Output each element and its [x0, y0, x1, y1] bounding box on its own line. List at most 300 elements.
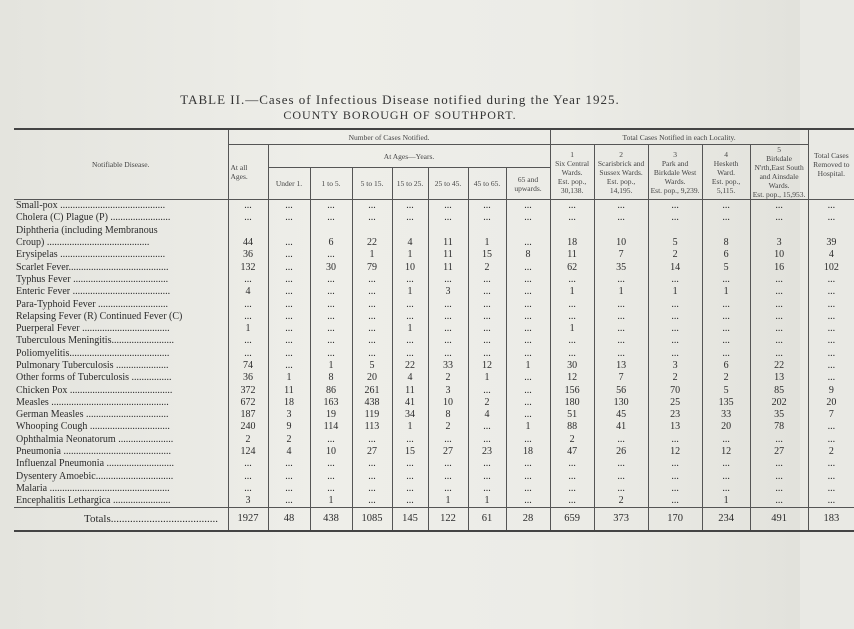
table-row	[14, 335, 854, 347]
table-cell: ...	[702, 348, 750, 360]
table-cell: 3	[428, 384, 468, 396]
header-age-under-1: Under 1.	[268, 168, 310, 200]
table-cell: 11	[428, 261, 468, 273]
header-notifiable-disease: Notifiable Disease.	[14, 129, 228, 200]
table-cell: 33	[428, 360, 468, 372]
table-cell: ...	[594, 200, 648, 213]
table-cell: 4	[228, 286, 268, 298]
table-cell: ...	[506, 483, 550, 495]
table-cell: ...	[352, 274, 392, 286]
table-cell: ...	[750, 200, 808, 213]
table-cell: ...	[594, 471, 648, 483]
table-cell: 10	[428, 397, 468, 409]
table-cell: ...	[702, 335, 750, 347]
totals-cell: 61	[468, 508, 506, 532]
table-cell: 130	[594, 397, 648, 409]
table-cell: ...	[352, 200, 392, 213]
table-cell: ...	[392, 200, 428, 213]
disease-name: Para-Typhoid Fever ............................	[16, 298, 169, 310]
table-cell: ...	[648, 335, 702, 347]
table-cell: 1	[310, 360, 352, 372]
table-cell	[468, 225, 506, 237]
table-cell: 23	[648, 409, 702, 421]
header-all-ages: At all Ages.	[228, 145, 268, 200]
disease-name: Encephalitis Lethargica .......................	[16, 495, 171, 507]
table-cell: 2	[550, 434, 594, 446]
disease-name: Relapsing Fever (R) Continued Fever (C)	[16, 310, 183, 322]
table-cell: 11	[268, 384, 310, 396]
disease-name: Chicken Pox .........................................	[16, 384, 173, 396]
table-cell: 3	[648, 360, 702, 372]
table-cell: ...	[268, 471, 310, 483]
table-cell: 22	[750, 360, 808, 372]
table-body	[14, 200, 854, 532]
table-cell: 15	[468, 249, 506, 261]
table-cell: ...	[392, 495, 428, 508]
table-cell: 114	[310, 421, 352, 433]
table-row	[14, 274, 854, 286]
table-cell: ...	[228, 212, 268, 224]
table-cell: ...	[506, 471, 550, 483]
table-cell: ...	[468, 458, 506, 470]
totals-cell: 183	[808, 508, 854, 532]
table-cell: ...	[750, 458, 808, 470]
table-cell: 9	[808, 384, 854, 396]
disease-name: Dysentery Amoebic...............................	[16, 470, 174, 482]
table-cell: 3	[268, 409, 310, 421]
table-cell: ...	[506, 237, 550, 249]
table-cell: 10	[392, 261, 428, 273]
totals-cell: 145	[392, 508, 428, 532]
table-cell: 438	[352, 397, 392, 409]
table-cell: 4	[468, 409, 506, 421]
table-cell: ...	[750, 335, 808, 347]
header-age-45-65: 45 to 65.	[468, 168, 506, 200]
locality-3-number: 3	[673, 149, 677, 159]
table-cell: 15	[392, 446, 428, 458]
table-cell: 18	[506, 446, 550, 458]
table-cell: ...	[648, 274, 702, 286]
table-row	[14, 397, 854, 409]
header-age-15-25: 15 to 25.	[392, 168, 428, 200]
table-cell: 12	[468, 360, 506, 372]
table-cell: ...	[268, 298, 310, 310]
table-cell: 41	[392, 397, 428, 409]
table-cell: 18	[550, 237, 594, 249]
header-locality-2	[594, 145, 648, 200]
table-cell: ...	[310, 335, 352, 347]
table-cell: 35	[594, 261, 648, 273]
locality-5-name: Birkdale N'rth,East South and Ainsdale Wards.	[754, 154, 804, 190]
table-cell	[808, 225, 854, 237]
table-cell: ...	[268, 237, 310, 249]
table-cell: 23	[468, 446, 506, 458]
table-row	[14, 458, 854, 470]
table-cell	[702, 225, 750, 237]
table-cell: ...	[392, 458, 428, 470]
table-cell: ...	[702, 434, 750, 446]
table-cell: ...	[506, 348, 550, 360]
table-cell: ...	[268, 311, 310, 323]
table-cell: ...	[228, 335, 268, 347]
table-cell: ...	[550, 212, 594, 224]
table-cell: ...	[428, 323, 468, 335]
table-cell: 2	[808, 446, 854, 458]
table-cell: ...	[468, 471, 506, 483]
header-locality-5	[750, 145, 808, 200]
table-cell: ...	[750, 212, 808, 224]
table-cell: 3	[428, 286, 468, 298]
disease-name: Puerperal Fever ...................................	[16, 323, 170, 335]
disease-name: Other forms of Tuberculosis ................	[16, 372, 172, 384]
table-cell: 30	[550, 360, 594, 372]
table-cell: ...	[392, 471, 428, 483]
table-cell: 16	[750, 261, 808, 273]
table-cell: ...	[750, 483, 808, 495]
table-row	[14, 372, 854, 384]
table-cell: 4	[392, 372, 428, 384]
table-row	[14, 446, 854, 458]
table-cell: 13	[648, 421, 702, 433]
table-cell: ...	[268, 249, 310, 261]
table-row	[14, 212, 854, 224]
table-cell: 20	[352, 372, 392, 384]
table-cell: 8	[702, 237, 750, 249]
table-row	[14, 286, 854, 298]
table-cell: ...	[268, 348, 310, 360]
locality-3-name: Park and Birkdale West Wards.	[653, 158, 697, 186]
header-age-5-15: 5 to 15.	[352, 168, 392, 200]
table-cell	[506, 225, 550, 237]
table-cell: 240	[228, 421, 268, 433]
table-cell: ...	[808, 372, 854, 384]
table-cell: 25	[648, 397, 702, 409]
table-cell: ...	[550, 298, 594, 310]
table-cell: ...	[702, 483, 750, 495]
table-cell: 1	[392, 286, 428, 298]
table-cell: ...	[506, 434, 550, 446]
table-cell: ...	[506, 495, 550, 508]
table-cell: ...	[352, 434, 392, 446]
table-cell: 180	[550, 397, 594, 409]
totals-label: Totals.......................................	[14, 508, 228, 532]
table-cell	[648, 225, 702, 237]
table-cell: 9	[268, 421, 310, 433]
table-cell: ...	[506, 372, 550, 384]
table-cell: ...	[808, 286, 854, 298]
table-cell: ...	[648, 212, 702, 224]
table-cell: ...	[648, 458, 702, 470]
table-cell: ...	[750, 286, 808, 298]
table-cell: ...	[428, 335, 468, 347]
table-cell: 372	[228, 384, 268, 396]
table-cell: 2	[428, 421, 468, 433]
table-cell: ...	[352, 286, 392, 298]
disease-name: Poliomyelitis........................................	[16, 347, 170, 359]
table-cell: ...	[702, 311, 750, 323]
table-cell: 56	[594, 384, 648, 396]
table-cell: 78	[750, 421, 808, 433]
table-cell: 6	[702, 249, 750, 261]
table-cell: ...	[228, 311, 268, 323]
table-cell: 1	[392, 249, 428, 261]
table-cell: ...	[506, 274, 550, 286]
table-cell: 261	[352, 384, 392, 396]
table-cell	[750, 225, 808, 237]
table-cell: 7	[594, 249, 648, 261]
table-cell: 12	[550, 372, 594, 384]
table-cell: 1	[648, 286, 702, 298]
totals-cell: 1927	[228, 508, 268, 532]
disease-name: Croup) .........................................	[16, 237, 150, 249]
table-cell: ...	[468, 274, 506, 286]
table-cell: 86	[310, 384, 352, 396]
table-cell: 62	[550, 261, 594, 273]
table-cell: ...	[550, 458, 594, 470]
table-cell: ...	[228, 471, 268, 483]
table-cell: ...	[352, 495, 392, 508]
table-cell: 124	[228, 446, 268, 458]
table-cell: ...	[648, 495, 702, 508]
table-cell: ...	[352, 483, 392, 495]
table-row	[14, 311, 854, 323]
table-cell: ...	[310, 249, 352, 261]
table-cell: 47	[550, 446, 594, 458]
totals-cell: 28	[506, 508, 550, 532]
disease-name: Diphtheria (including Membranous	[16, 224, 158, 236]
locality-2-name: Scarisbrick and Sussex Wards.	[597, 158, 645, 177]
table-cell: ...	[228, 458, 268, 470]
disease-name: Cholera (C) Plague (P) ........................	[16, 212, 171, 224]
table-cell: 45	[594, 409, 648, 421]
table-cell: ...	[352, 212, 392, 224]
table-cell: 27	[428, 446, 468, 458]
disease-name: Pulmonary Tuberculosis .....................	[16, 360, 169, 371]
totals-row	[14, 508, 854, 532]
table-cell: 20	[808, 397, 854, 409]
table-cell: 1	[392, 421, 428, 433]
header-ages-years: At Ages—Years.	[268, 145, 550, 168]
locality-3-pop: Est. pop., 9,239.	[650, 185, 700, 195]
table-cell: 2	[268, 434, 310, 446]
table-cell: ...	[428, 212, 468, 224]
totals-cell: 170	[648, 508, 702, 532]
table-cell: 1	[228, 323, 268, 335]
locality-1-name: Six Central Wards.	[555, 158, 590, 177]
header-locality-3	[648, 145, 702, 200]
totals-cell: 122	[428, 508, 468, 532]
header-age-1-5: 1 to 5.	[310, 168, 352, 200]
table-cell: ...	[550, 335, 594, 347]
table-cell: 1	[594, 286, 648, 298]
header-locality-4	[702, 145, 750, 200]
table-cell: ...	[392, 212, 428, 224]
table-row	[14, 421, 854, 433]
table-cell	[268, 225, 310, 237]
table-cell: ...	[808, 298, 854, 310]
table-cell: ...	[550, 483, 594, 495]
totals-cell: 48	[268, 508, 310, 532]
table-cell: 10	[594, 237, 648, 249]
table-cell: ...	[310, 298, 352, 310]
disease-name: Enteric Fever .......................................	[16, 286, 171, 298]
table-cell: 187	[228, 409, 268, 421]
table-row	[14, 471, 854, 483]
table-cell: ...	[392, 348, 428, 360]
table-cell: 1	[392, 323, 428, 335]
table-cell: 41	[594, 421, 648, 433]
table-row	[14, 261, 854, 273]
table-cell: 2	[702, 372, 750, 384]
table-cell: 44	[228, 237, 268, 249]
table-cell: ...	[468, 323, 506, 335]
table-cell: ...	[594, 298, 648, 310]
table-cell: 36	[228, 249, 268, 261]
table-cell: ...	[268, 200, 310, 213]
table-cell: 11	[428, 237, 468, 249]
table-cell: 14	[648, 261, 702, 273]
table-cell: ...	[428, 274, 468, 286]
table-cell: 1	[468, 372, 506, 384]
table-cell: ...	[428, 298, 468, 310]
table-cell: 163	[310, 397, 352, 409]
disease-name: Tuberculous Meningitis.........................	[16, 335, 174, 347]
table-row	[14, 483, 854, 495]
table-cell: ...	[468, 298, 506, 310]
table-row	[14, 360, 854, 372]
table-cell: ...	[468, 483, 506, 495]
table-cell: ...	[808, 212, 854, 224]
table-cell: 6	[702, 360, 750, 372]
table-cell: 1	[310, 495, 352, 508]
table-cell: ...	[594, 434, 648, 446]
table-cell: ...	[468, 286, 506, 298]
table-cell: 156	[550, 384, 594, 396]
table-cell: ...	[808, 471, 854, 483]
table-row	[14, 323, 854, 335]
locality-1-number: 1	[570, 149, 574, 159]
table-cell: ...	[808, 458, 854, 470]
table-cell: ...	[310, 434, 352, 446]
table-cell: ...	[392, 483, 428, 495]
table-cell: ...	[352, 471, 392, 483]
table-cell: 35	[750, 409, 808, 421]
table-cell	[228, 225, 268, 237]
table-cell: 22	[392, 360, 428, 372]
header-number-notified: Number of Cases Notified.	[228, 129, 550, 145]
disease-name: Measles ...............................................	[16, 396, 169, 408]
table-cell: ...	[392, 311, 428, 323]
totals-cell: 659	[550, 508, 594, 532]
table-cell: ...	[506, 458, 550, 470]
table-cell: ...	[648, 348, 702, 360]
table-cell: ...	[750, 298, 808, 310]
header-age-65-up: 65 and upwards.	[506, 168, 550, 200]
table-cell: 5	[702, 261, 750, 273]
table-cell: ...	[392, 274, 428, 286]
table-cell: 27	[750, 446, 808, 458]
table-row	[14, 298, 854, 310]
table-cell: ...	[468, 384, 506, 396]
table-row	[14, 384, 854, 396]
locality-1-pop: Est. pop., 30,138.	[557, 176, 587, 195]
table-cell: ...	[550, 311, 594, 323]
table-row	[14, 348, 854, 360]
table-cell: ...	[506, 409, 550, 421]
table-cell: 39	[808, 237, 854, 249]
table-cell: 1	[506, 360, 550, 372]
disease-name: Typhus Fever ......................................	[16, 273, 169, 285]
table-cell: ...	[228, 348, 268, 360]
table-cell: ...	[808, 434, 854, 446]
table-cell: ...	[268, 261, 310, 273]
table-cell: ...	[268, 323, 310, 335]
table-row	[14, 237, 854, 249]
table-cell: ...	[808, 421, 854, 433]
table-cell: ...	[428, 471, 468, 483]
table-cell: ...	[310, 274, 352, 286]
table-cell: 51	[550, 409, 594, 421]
table-cell	[352, 225, 392, 237]
table-cell: 119	[352, 409, 392, 421]
table-cell: 19	[310, 409, 352, 421]
table-cell: ...	[268, 458, 310, 470]
table-cell: 113	[352, 421, 392, 433]
table-cell: 88	[550, 421, 594, 433]
table-cell: ...	[808, 274, 854, 286]
table-cell: ...	[468, 200, 506, 213]
table-cell: ...	[268, 483, 310, 495]
table-cell: 4	[808, 249, 854, 261]
disease-name: Pneumonia ...........................................	[16, 446, 171, 458]
table-cell: ...	[310, 212, 352, 224]
table-cell: 5	[702, 384, 750, 396]
table-cell: 27	[352, 446, 392, 458]
table-cell: 2	[648, 372, 702, 384]
table-cell: 10	[310, 446, 352, 458]
table-cell: ...	[648, 298, 702, 310]
table-cell: ...	[594, 274, 648, 286]
table-cell: 2	[228, 434, 268, 446]
table-cell: ...	[428, 458, 468, 470]
table-cell: ...	[550, 200, 594, 213]
table-cell: ...	[468, 434, 506, 446]
table-cell: ...	[428, 434, 468, 446]
table-cell: ...	[808, 311, 854, 323]
table-cell: ...	[594, 311, 648, 323]
table-cell: ...	[594, 483, 648, 495]
disease-name: Scarlet Fever........................................	[16, 261, 169, 273]
table-cell: ...	[506, 397, 550, 409]
table-cell: 7	[808, 409, 854, 421]
table-cell: 13	[594, 360, 648, 372]
table-cell: ...	[310, 286, 352, 298]
disease-name: Whooping Cough ................................	[16, 421, 170, 433]
table-cell: ...	[310, 323, 352, 335]
table-cell: 6	[310, 237, 352, 249]
table-cell: ...	[268, 212, 310, 224]
table-cell: ...	[550, 495, 594, 508]
disease-name: Influenzal Pneumonia ...........................	[16, 458, 175, 470]
table-cell: 8	[506, 249, 550, 261]
locality-4-name: Hesketh Ward.	[713, 158, 739, 177]
table-cell: 11	[392, 384, 428, 396]
table-cell: ...	[648, 483, 702, 495]
table-cell: 1	[468, 237, 506, 249]
table-row	[14, 495, 854, 508]
table-cell: ...	[702, 200, 750, 213]
table-subtitle: COUNTY BOROUGH OF SOUTHPORT.	[283, 108, 517, 122]
